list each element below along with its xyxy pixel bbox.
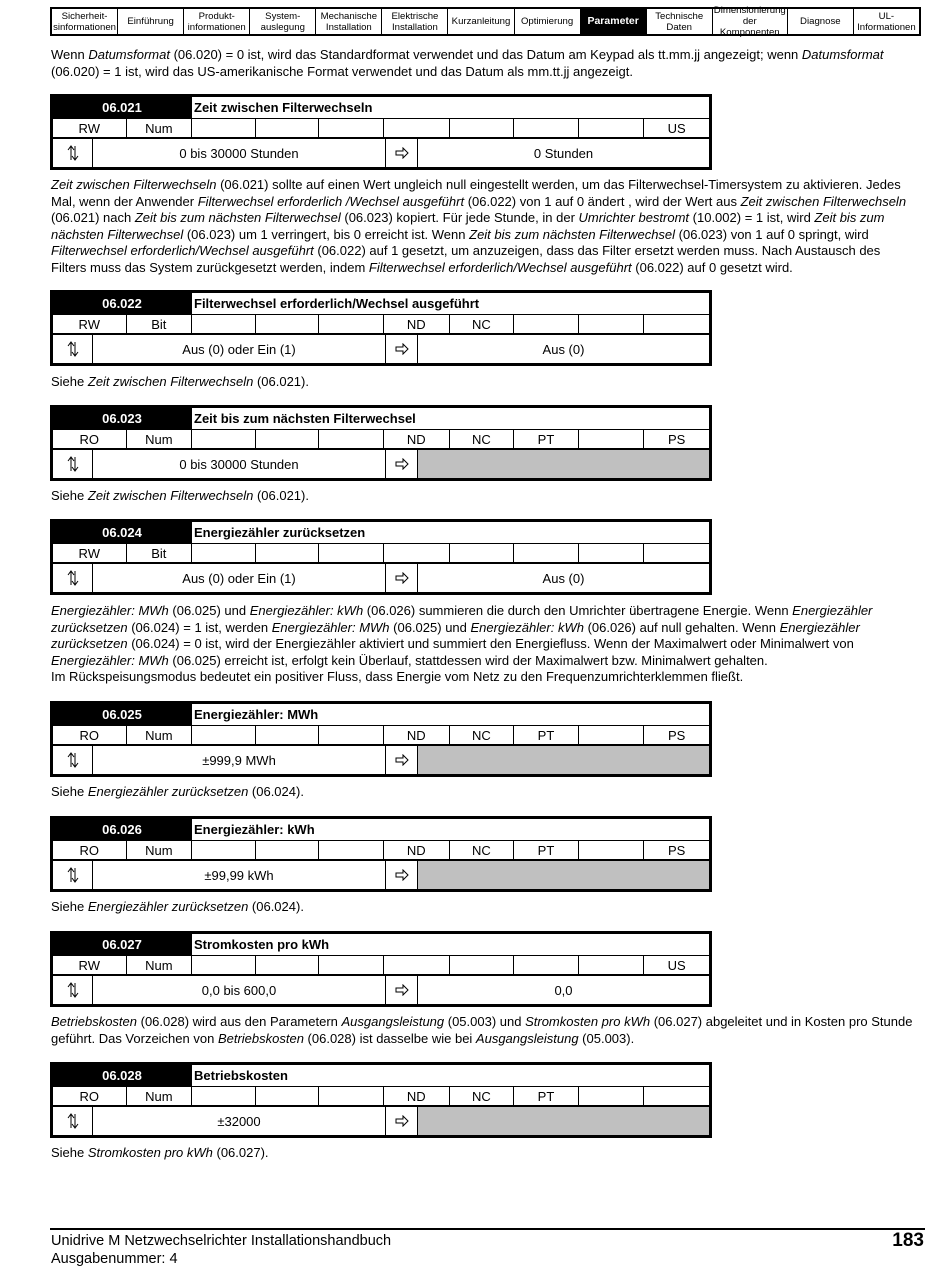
parameter-default: Aus (0)	[542, 570, 585, 586]
parameter-table	[50, 931, 712, 1007]
parameter-flag	[319, 956, 384, 974]
parameter-flag: RO	[53, 726, 127, 744]
parameter-range: ±32000	[93, 1107, 386, 1135]
text-run: Filterwechsel erforderlich /Wechsel ausgeführt	[197, 193, 465, 209]
parameter-flag	[579, 119, 645, 137]
parameter-flag: ND	[384, 315, 450, 333]
text-run: Energiezähler zurücksetzen	[87, 899, 249, 914]
description-paragraph	[51, 603, 919, 686]
text-run: Siehe	[51, 374, 88, 389]
parameter-flag	[192, 315, 256, 333]
text-run: Energiezähler: kWh	[249, 603, 364, 618]
text-run: (06.028) ist dasselbe wie bei	[303, 1030, 476, 1046]
text-run: Umrichter bestromt	[578, 210, 690, 225]
parameter-number: 06.021	[53, 97, 191, 118]
parameter-flag: RW	[53, 119, 127, 137]
parameter-flag: Bit	[127, 315, 193, 333]
parameter-table	[50, 701, 712, 777]
parameter-default	[418, 861, 709, 889]
text-run: Siehe	[51, 899, 88, 914]
description-paragraph	[51, 1145, 919, 1162]
parameter-flag: PS	[668, 842, 686, 858]
parameter-flag	[319, 841, 384, 859]
range-arrows-icon	[53, 335, 93, 363]
text-run: Zeit bis zum nächsten Filterwechsel	[51, 210, 885, 242]
parameter-flag	[256, 1087, 320, 1105]
text-run: Betriebskosten	[51, 1014, 137, 1029]
text-run: Ausgangsleistung	[475, 1030, 579, 1046]
parameter-flag	[450, 956, 515, 974]
parameter-flag: Num	[127, 119, 193, 137]
parameter-flag	[579, 726, 645, 744]
parameter-flag	[579, 956, 645, 974]
text-run: (06.027).	[212, 1145, 269, 1160]
text-run: Filterwechsel erforderlich/Wechsel ausgeführt	[51, 243, 314, 258]
parameter-flag	[579, 544, 645, 562]
text-run: Datumsformat	[801, 47, 884, 62]
nav-tab-4[interactable]: Mechanische Installation	[316, 9, 382, 34]
parameter-flag: NC	[450, 841, 515, 859]
parameter-flag	[319, 430, 384, 448]
nav-tab-5[interactable]: Elektrische Installation	[382, 9, 448, 34]
text-run: (06.022) von 1 auf 0 ändert , wird der Wert aus	[464, 193, 741, 209]
parameter-flag	[644, 315, 709, 333]
text-run: Zeit bis zum nächsten Filterwechsel	[469, 226, 676, 242]
parameter-table	[50, 405, 712, 481]
parameter-number: 06.027	[53, 934, 191, 955]
parameter-flag	[192, 119, 256, 137]
parameter-flag	[514, 544, 579, 562]
parameter-table	[50, 94, 712, 170]
text-run: (10.002) = 1 ist, wird	[689, 210, 815, 225]
footer-issue: Ausgabenummer: 4	[51, 1251, 178, 1267]
parameter-flag: Num	[127, 841, 193, 859]
parameter-flag	[256, 430, 320, 448]
parameter-flag: PT	[514, 430, 579, 448]
parameter-default: Aus (0)	[542, 341, 585, 357]
range-arrows-icon	[53, 861, 93, 889]
text-run: (06.021).	[253, 488, 309, 503]
text-run: Betriebskosten	[217, 1030, 304, 1046]
parameter-default	[418, 746, 709, 774]
text-run: (06.027) abgeleitet und in Kosten pro Stunde geführt. Das Vorzeichen von	[51, 1014, 913, 1046]
default-arrow-icon	[386, 976, 418, 1004]
parameter-flag	[319, 119, 384, 137]
text-run: Energiezähler: MWh	[51, 652, 169, 668]
parameter-flag: PS	[668, 727, 686, 743]
parameter-flag	[256, 315, 320, 333]
parameter-table	[50, 290, 712, 366]
parameter-flag	[384, 956, 450, 974]
parameter-flag: NC	[450, 315, 515, 333]
parameter-flag: ND	[384, 841, 450, 859]
parameter-flag: Num	[127, 1087, 193, 1105]
parameter-range: 0,0 bis 600,0	[93, 976, 386, 1004]
parameter-default	[418, 450, 709, 478]
parameter-flag: Num	[127, 726, 193, 744]
description-paragraph	[51, 488, 919, 505]
parameter-flag: NC	[450, 430, 515, 448]
text-run: Energiezähler: MWh	[51, 603, 169, 618]
parameter-range: Aus (0) oder Ein (1)	[93, 564, 386, 592]
parameter-number: 06.022	[53, 293, 191, 314]
text-run: Ausgangsleistung	[341, 1014, 445, 1029]
parameter-flag: PT	[514, 726, 579, 744]
parameter-name: Filterwechsel erforderlich/Wechsel ausgeführt	[191, 293, 709, 314]
text-run: Zeit zwischen Filterwechseln	[51, 177, 217, 192]
text-run: Datumsformat	[88, 47, 170, 62]
parameter-range: ±999,9 MWh	[93, 746, 386, 774]
parameter-name: Zeit bis zum nächsten Filterwechsel	[191, 408, 709, 429]
text-run: Siehe	[51, 1145, 88, 1160]
parameter-flag: US	[667, 957, 686, 973]
parameter-flag	[192, 726, 256, 744]
parameter-range: 0 bis 30000 Stunden	[93, 139, 386, 167]
parameter-flag: Bit	[127, 544, 193, 562]
text-run: Im Rückspeisungsmodus bedeutet ein positiver Fluss, dass Energie vom Netz zu den Frequenzumrichterklemmen fließt.	[51, 669, 744, 684]
parameter-flag	[579, 841, 645, 859]
text-run: Siehe	[51, 784, 88, 799]
parameter-table	[50, 816, 712, 892]
parameter-flag: ND	[384, 430, 450, 448]
parameter-name: Betriebskosten	[191, 1065, 709, 1086]
parameter-flag	[256, 956, 320, 974]
parameter-flag	[256, 544, 320, 562]
parameter-flag	[644, 1087, 709, 1105]
parameter-default	[418, 1107, 709, 1135]
text-run: (06.021) sollte auf einen Wert ungleich null eingestellt werden, um das Filterwechsel-Timersystem zu aktivieren. Jedes Mal, wenn der Anwender	[51, 177, 901, 209]
parameter-flag	[514, 119, 579, 137]
nav-tab-8[interactable]: Parameter	[581, 9, 647, 34]
default-arrow-icon	[386, 861, 418, 889]
parameter-flag	[256, 119, 320, 137]
chapter-navigation	[50, 7, 921, 36]
parameter-flag	[192, 430, 256, 448]
text-run: Zeit zwischen Filterwechseln	[87, 374, 254, 389]
range-arrows-icon	[53, 1107, 93, 1135]
text-run: (06.022) auf 0 gesetzt wird.	[631, 259, 793, 275]
nav-tab-11[interactable]: Diagnose	[788, 9, 854, 34]
footer-rule	[50, 1228, 925, 1230]
page-number: 183	[892, 1230, 924, 1251]
text-run: (05.003) und	[444, 1014, 526, 1029]
text-run: Energiezähler: kWh	[470, 619, 584, 635]
parameter-number: 06.025	[53, 704, 191, 725]
nav-tab-2[interactable]: Produkt- informationen	[184, 9, 250, 34]
text-run: (06.020) = 0 ist, wird das Standardformat verwendet und das Datum am Keypad als tt.mm.jj angezeigt; wenn	[169, 47, 802, 62]
parameter-range: 0 bis 30000 Stunden	[93, 450, 386, 478]
text-run: (06.023) um 1 verringert, bis 0 erreicht ist. Wenn	[183, 226, 470, 242]
parameter-flag: RW	[53, 956, 127, 974]
nav-tab-9[interactable]: Technische Daten	[647, 9, 713, 34]
text-run: Siehe	[51, 488, 88, 503]
parameter-flag: NC	[450, 1087, 515, 1105]
parameter-flag	[319, 726, 384, 744]
default-arrow-icon	[386, 564, 418, 592]
parameter-number: 06.028	[53, 1065, 191, 1086]
text-run: (06.021) nach	[51, 210, 135, 225]
parameter-flag	[319, 315, 384, 333]
description-paragraph	[51, 1014, 919, 1047]
default-arrow-icon	[386, 139, 418, 167]
description-paragraph	[51, 177, 919, 276]
default-arrow-icon	[386, 746, 418, 774]
parameter-flag	[579, 430, 645, 448]
footer-title: Unidrive M Netzwechselrichter Installationshandbuch	[51, 1233, 392, 1249]
range-arrows-icon	[53, 139, 93, 167]
parameter-flag: PS	[668, 431, 686, 447]
text-run: (06.024).	[248, 784, 304, 799]
parameter-name: Energiezähler: MWh	[191, 704, 709, 725]
parameter-flag: ND	[384, 1087, 450, 1105]
parameter-range: ±99,99 kWh	[93, 861, 386, 889]
text-run: (06.020) = 1 ist, wird das US-amerikanische Format verwendet und das Datum als mm.tt.jj angezeigt.	[51, 63, 633, 79]
parameter-flag: NC	[450, 726, 515, 744]
parameter-name: Stromkosten pro kWh	[191, 934, 709, 955]
default-arrow-icon	[386, 1107, 418, 1135]
parameter-flag: US	[667, 120, 686, 136]
parameter-flag	[450, 119, 515, 137]
intro-paragraph	[51, 47, 919, 80]
default-arrow-icon	[386, 450, 418, 478]
text-run: Zeit zwischen Filterwechseln	[740, 193, 907, 209]
nav-tab-3[interactable]: System- auslegung	[250, 9, 316, 34]
text-run: (06.024) = 0 ist, wird der Energiezähler aktiviert und summiert den Energiefluss. Wenn der Maximalwert oder Minimalwert von	[127, 636, 854, 651]
text-run: (06.021).	[253, 374, 309, 389]
text-run: Stromkosten pro kWh	[87, 1145, 213, 1160]
text-run: (06.026) auf null gehalten. Wenn	[583, 619, 780, 635]
text-run: (06.022) auf 1 gesetzt, um anzuzeigen, dass das Filter ersetzt werden muss. Nach Austausch des Filters muss das System zurückgesetzt werden, indem	[51, 243, 881, 275]
parameter-flag	[579, 1087, 645, 1105]
description-paragraph	[51, 374, 919, 391]
parameter-flag	[514, 956, 579, 974]
parameter-flag	[579, 315, 645, 333]
text-run: (05.003).	[578, 1030, 635, 1046]
nav-tab-0[interactable]: Sicherheit- sinformationen	[52, 9, 118, 34]
range-arrows-icon	[53, 564, 93, 592]
parameter-flag: PT	[514, 1087, 579, 1105]
text-run: (06.024) = 1 ist, werden	[127, 619, 272, 635]
parameter-flag	[644, 544, 709, 562]
parameter-flag: RO	[53, 841, 127, 859]
text-run: (06.028) wird aus den Parametern	[137, 1014, 342, 1029]
default-arrow-icon	[386, 335, 418, 363]
nav-tab-1[interactable]: Einführung	[118, 9, 184, 34]
parameter-range: Aus (0) oder Ein (1)	[93, 335, 386, 363]
parameter-flag	[256, 726, 320, 744]
range-arrows-icon	[53, 450, 93, 478]
parameter-flag: RW	[53, 315, 127, 333]
parameter-table	[50, 1062, 712, 1138]
text-run: (06.023) kopiert. Für jede Stunde, in der	[340, 210, 579, 225]
parameter-table	[50, 519, 712, 595]
text-run: (06.025) erreicht ist, erfolgt kein Überlauf, stattdessen wird der Maximalwert bzw. Minimalwert gehalten.	[168, 652, 768, 668]
parameter-flag: RW	[53, 544, 127, 562]
parameter-flag: RO	[53, 430, 127, 448]
parameter-default: 0 Stunden	[533, 145, 594, 161]
nav-tab-10[interactable]: Dimensionierung der Komponenten	[713, 5, 786, 38]
parameter-number: 06.023	[53, 408, 191, 429]
text-run: Zeit bis zum nächsten Filterwechsel	[134, 210, 341, 225]
parameter-name: Energiezähler zurücksetzen	[191, 522, 709, 543]
range-arrows-icon	[53, 746, 93, 774]
parameter-flag	[319, 1087, 384, 1105]
parameter-name: Energiezähler: kWh	[191, 819, 709, 840]
parameter-default: 0,0	[554, 982, 573, 998]
parameter-flag: PT	[514, 841, 579, 859]
parameter-flag	[384, 119, 450, 137]
parameter-flag: ND	[384, 726, 450, 744]
text-run: Zeit zwischen Filterwechseln	[87, 488, 254, 503]
text-run: Stromkosten pro kWh	[525, 1014, 651, 1029]
text-run: Energiezähler zurücksetzen	[51, 619, 860, 651]
nav-tab-7[interactable]: Optimierung	[515, 9, 581, 34]
parameter-flag	[319, 544, 384, 562]
parameter-flag	[192, 956, 256, 974]
range-arrows-icon	[53, 976, 93, 1004]
text-run: (06.024).	[248, 899, 304, 914]
parameter-flag	[450, 544, 515, 562]
nav-tab-12[interactable]: UL- Informationen	[857, 10, 916, 33]
text-run: Energiezähler: MWh	[271, 619, 390, 635]
parameter-flag	[256, 841, 320, 859]
text-run: (06.025) und	[389, 619, 471, 635]
text-run: Filterwechsel erforderlich/Wechsel ausgeführt	[368, 259, 632, 275]
nav-tab-6[interactable]: Kurzanleitung	[448, 9, 514, 34]
text-run: Energiezähler zurücksetzen	[87, 784, 249, 799]
parameter-number: 06.026	[53, 819, 191, 840]
text-run: (06.025) und	[168, 603, 250, 618]
parameter-flag	[384, 544, 450, 562]
parameter-flag	[192, 1087, 256, 1105]
description-paragraph	[51, 899, 919, 916]
text-run: Energiezähler zurücksetzen	[51, 603, 873, 635]
parameter-flag	[192, 841, 256, 859]
parameter-flag	[514, 315, 579, 333]
parameter-flag: Num	[127, 956, 193, 974]
text-run: (06.026) summieren die durch den Umrichter übertragene Energie. Wenn	[363, 603, 793, 618]
description-paragraph	[51, 784, 919, 801]
parameter-flag: Num	[127, 430, 193, 448]
text-run: (06.023) von 1 auf 0 springt, wird	[675, 226, 869, 242]
parameter-name: Zeit zwischen Filterwechseln	[191, 97, 709, 118]
parameter-flag: RO	[53, 1087, 127, 1105]
parameter-flag	[192, 544, 256, 562]
text-run: Wenn	[51, 47, 89, 62]
parameter-number: 06.024	[53, 522, 191, 543]
